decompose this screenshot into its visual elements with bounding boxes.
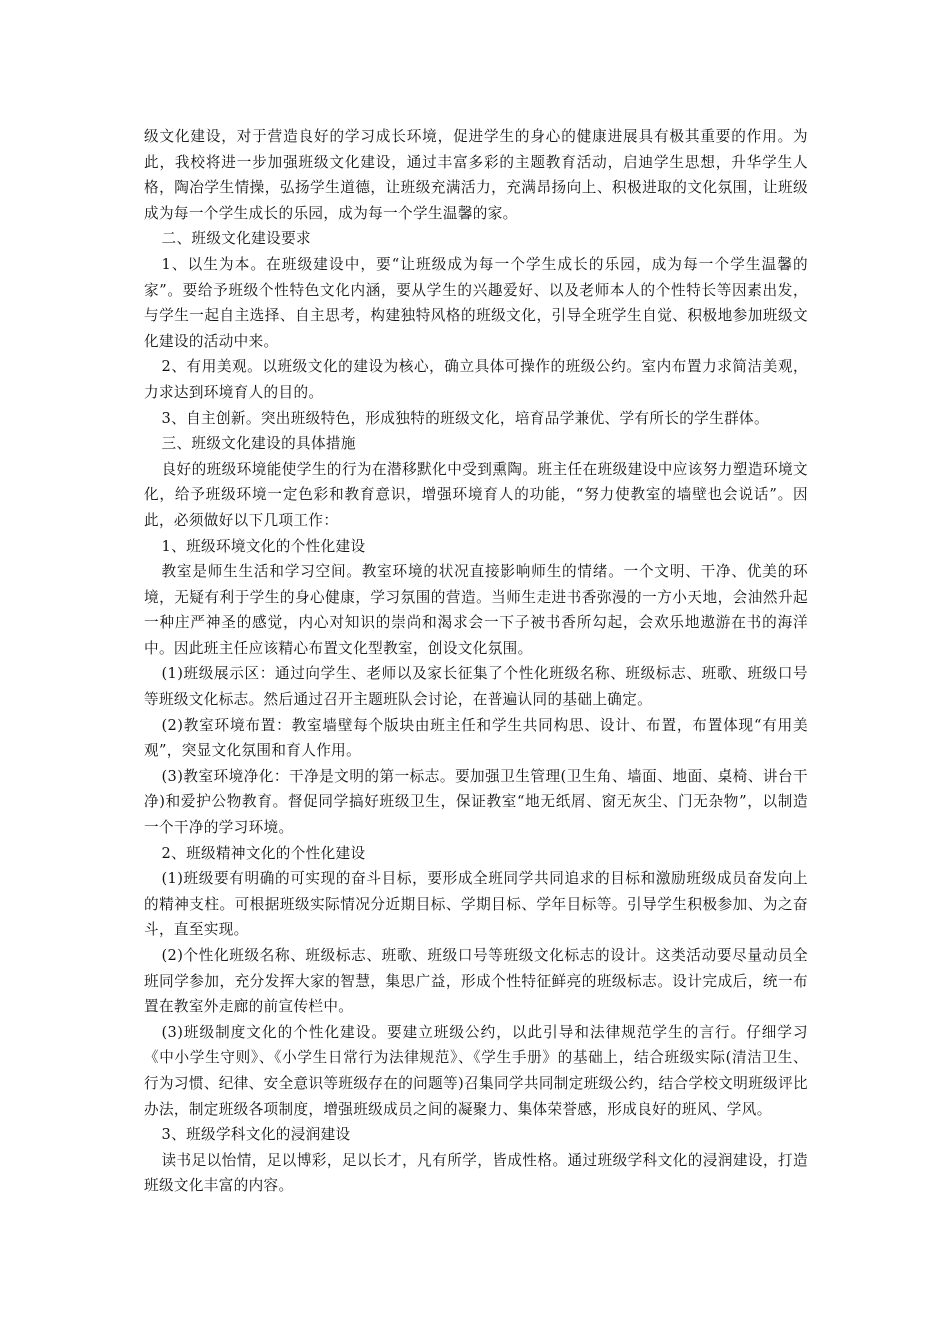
paragraph-requirement-3: 3、自主创新。突出班级特色，形成独特的班级文化，培育品学兼优、学有所长的学生群体。 [161, 409, 769, 427]
subheading-spirit-culture: 2、班级精神文化的个性化建设 [161, 844, 366, 862]
paragraph-display-area: (1)班级展示区：通过向学生、老师以及家长征集了个性化班级名称、班级标志、班歌、班级口号等班级文化标志。然后通过召开主题班队会讨论，在普遍认同的基础上确定。 [144, 665, 808, 709]
subheading-environment-culture: 1、班级环境文化的个性化建设 [161, 537, 366, 555]
paragraph-class-rules: (3)班级制度文化的个性化建设。要建立班级公约，以此引导和法律规范学生的言行。仔细学习《中小学生守则》、《小学生日常行为法律规范》、《学生手册》的基础上，结合班级实际(清洁卫生、行为习惯、纪律、安全意识等班级存在的问题等)召集同学共同制定班级公约，结合学校文明班级评比办法，制定班级各项制度，增强班级成员之间的凝聚力、集体荣誉感，形成良好的班风、学风。 [144, 1023, 808, 1118]
paragraph-class-identity: (2)个性化班级名称、班级标志、班歌、班级口号等班级文化标志的设计。这类活动要尽量动员全班同学参加，充分发挥大家的智慧，集思广益，形成个性特征鲜亮的班级标志。设计完成后，统一布置在教室外走廊的前宣传栏中。 [144, 947, 808, 1016]
paragraph-requirement-2: 2、有用美观。以班级文化的建设为核心，确立具体可操作的班级公约。室内布置力求简洁美观，力求达到环境育人的目的。 [144, 358, 808, 401]
paragraph-reading: 读书足以怡情，足以博彩，足以长才，凡有所学，皆成性格。通过班级学科文化的浸润建设，打造班级文化丰富的内容。 [144, 1151, 808, 1195]
paragraph-goals: (1)班级要有明确的可实现的奋斗目标，要形成全班同学共同追求的目标和激励班级成员奋发向上的精神支柱。可根据班级实际情况分近期目标、学期目标、学年目标等。引导学生积极参加、为之奋斗，直至实现。 [144, 870, 808, 939]
document-page [144, 124, 808, 1199]
paragraph-intro: 级文化建设，对于营造良好的学习成长环境，促进学生的身心的健康进展具有极其重要的作用。为此，我校将进一步加强班级文化建设，通过丰富多彩的主题教育活动，启迪学生思想，升华学生人格，陶冶学生情操，弘扬学生道德，让班级充满活力，充满昂扬向上、积极进取的文化氛围，让班级成为每一个学生成长的乐园，成为每一个学生温馨的家。 [144, 128, 808, 222]
paragraph-measures-intro: 良好的班级环境能使学生的行为在潜移默化中受到熏陶。班主任在班级建设中应该努力塑造环境文化，给予班级环境一定色彩和教育意识，增强环境育人的功能，“努力使教室的墙壁也会说话”。因此，必须做好以下几项工作： [144, 460, 808, 529]
subheading-subject-culture: 3、班级学科文化的浸润建设 [161, 1126, 351, 1144]
section-heading-requirements: 二、班级文化建设要求 [161, 230, 311, 248]
paragraph-environment-cleaning: (3)教室环境净化：干净是文明的第一标志。要加强卫生管理(卫生角、墙面、地面、桌椅、讲台干净)和爱护公物教育。督促同学搞好班级卫生，保证教室“地无纸屑、窗无灰尘、门无杂物”，以制造一个干净的学习环境。 [144, 767, 808, 837]
paragraph-environment-layout: (2)教室环境布置：教室墙壁每个版块由班主任和学生共同构思、设计、布置，布置体现“有用美观”，突显文化氛围和育人作用。 [144, 716, 808, 760]
paragraph-requirement-1: 1、以生为本。在班级建设中，要“让班级成为每一个学生成长的乐园，成为每一个学生温馨的家”。要给予班级个性特色文化内涵，要从学生的兴趣爱好、以及老师本人的个性特长等因素出发，与学生一起自主选择、自主思考，构建独特风格的班级文化，引导全班学生自觉、积极地参加班级文化建设的活动中来。 [144, 255, 808, 350]
section-heading-measures: 三、班级文化建设的具体措施 [161, 435, 356, 453]
paragraph-classroom: 教室是师生生活和学习空间。教室环境的状况直接影响师生的情绪。一个文明、干净、优美的环境，无疑有利于学生的身心健康，学习氛围的营造。当师生走进书香弥漫的一方小天地，会油然升起一种庄严神圣的感觉，内心对知识的崇尚和渴求会一下子被书香所勾起，会欢乐地遨游在书的海洋中。因此班主任应该精心布置文化型教室，创设文化氛围。 [144, 563, 808, 657]
